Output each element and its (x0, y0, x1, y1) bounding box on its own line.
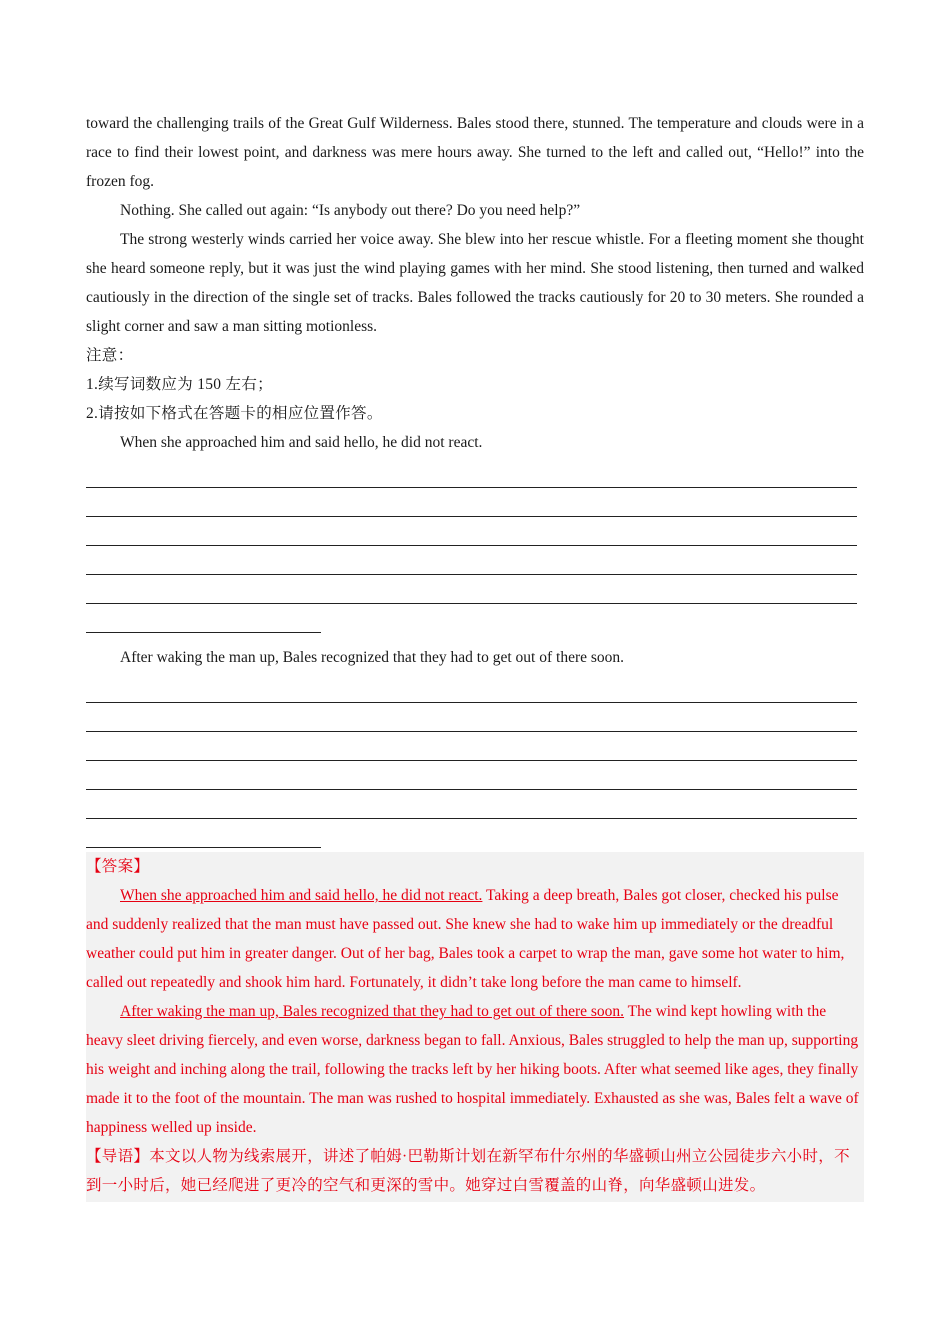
writing-line (86, 790, 857, 819)
writing-line (86, 732, 857, 761)
answer-paragraph-1-body: Taking a deep breath, Bales got closer, checked his pulse and suddenly realized that the man must have passed out. She knew she had to wake him up immediately or the dreadful weather could put him in greater danger. Out of her bag, Bales took a carpet to wrap the man, gave some hot water to him, called out repeatedly and shook him hard. Fortunately, it didn’t take long before the man came to himself. (86, 887, 845, 991)
guide-text: 本文以人物为线索展开，讲述了帕姆·巴勒斯计划在新罕布什尔州的华盛顿山州立公园徒步六小时，不到一小时后，她已经爬进了更冷的空气和更深的雪中。她穿过白雪覆盖的山脊，向华盛顿山进发。 (86, 1148, 850, 1194)
answer-paragraph-2-body: The wind kept howling with the heavy sleet driving fiercely, and even worse, darkness began to fall. Anxious, Bales struggled to help the man up, supporting his weight and inching along the trail, following the tracks left by her hiking boots. After what seemed like ages, they finally made it to the foot of the mountain. The man was rushed to hospital immediately. Exhausted as she was, Bales felt a wave of happiness welled up inside. (86, 1003, 859, 1136)
writing-prompt-2: After waking the man up, Bales recognized that they had to get out of there soon. (120, 649, 625, 666)
writing-line (86, 546, 857, 575)
passage-paragraph-2: Nothing. She called out again: “Is anybody out there? Do you need help?” (120, 202, 581, 219)
notes-item-2: 2.请按如下格式在答题卡的相应位置作答。 (86, 405, 383, 422)
answer-section (86, 852, 864, 1202)
writing-line (86, 459, 857, 488)
answer-lines-2 (86, 674, 864, 848)
passage-paragraph-3: The strong westerly winds carried her voice away. She blew into her rescue whistle. For a fleeting moment she thought she heard someone reply, but it was just the wind playing games with her mind. She stood listening, then turned and walked cautiously in the direction of the single set of tracks. Bales followed the tracks cautiously for 20 to 30 meters. She rounded a slight corner and saw a man sitting motionless. (86, 231, 864, 335)
answer-paragraph-2 (86, 997, 864, 1142)
guide-label: 【导语】 (86, 1148, 150, 1165)
writing-line (86, 761, 857, 790)
writing-line (86, 517, 857, 546)
writing-line (86, 488, 857, 517)
document-content (86, 109, 864, 1202)
notes-item-1: 1.续写词数应为 150 左右； (86, 376, 273, 393)
writing-line (86, 674, 857, 703)
answer-paragraph-1 (86, 881, 864, 997)
writing-line-short (86, 604, 321, 633)
guide-paragraph (86, 1142, 864, 1200)
answer-label: 【答案】 (86, 858, 150, 875)
writing-prompt-1: When she approached him and said hello, he did not react. (120, 434, 483, 451)
notes-heading: 注意： (86, 347, 134, 364)
answer-paragraph-2-lead: After waking the man up, Bales recognized that they had to get out of there soon. (120, 1003, 625, 1020)
passage-paragraph-1: toward the challenging trails of the Great Gulf Wilderness. Bales stood there, stunned. The temperature and clouds were in a race to find their lowest point, and darkness was mere hours away. She turned to the left and called out, “Hello!” into the frozen fog. (86, 115, 864, 190)
writing-line (86, 575, 857, 604)
writing-line-short (86, 819, 321, 848)
writing-line (86, 703, 857, 732)
answer-paragraph-1-lead: When she approached him and said hello, he did not react. (120, 887, 483, 904)
answer-lines-1 (86, 459, 864, 633)
